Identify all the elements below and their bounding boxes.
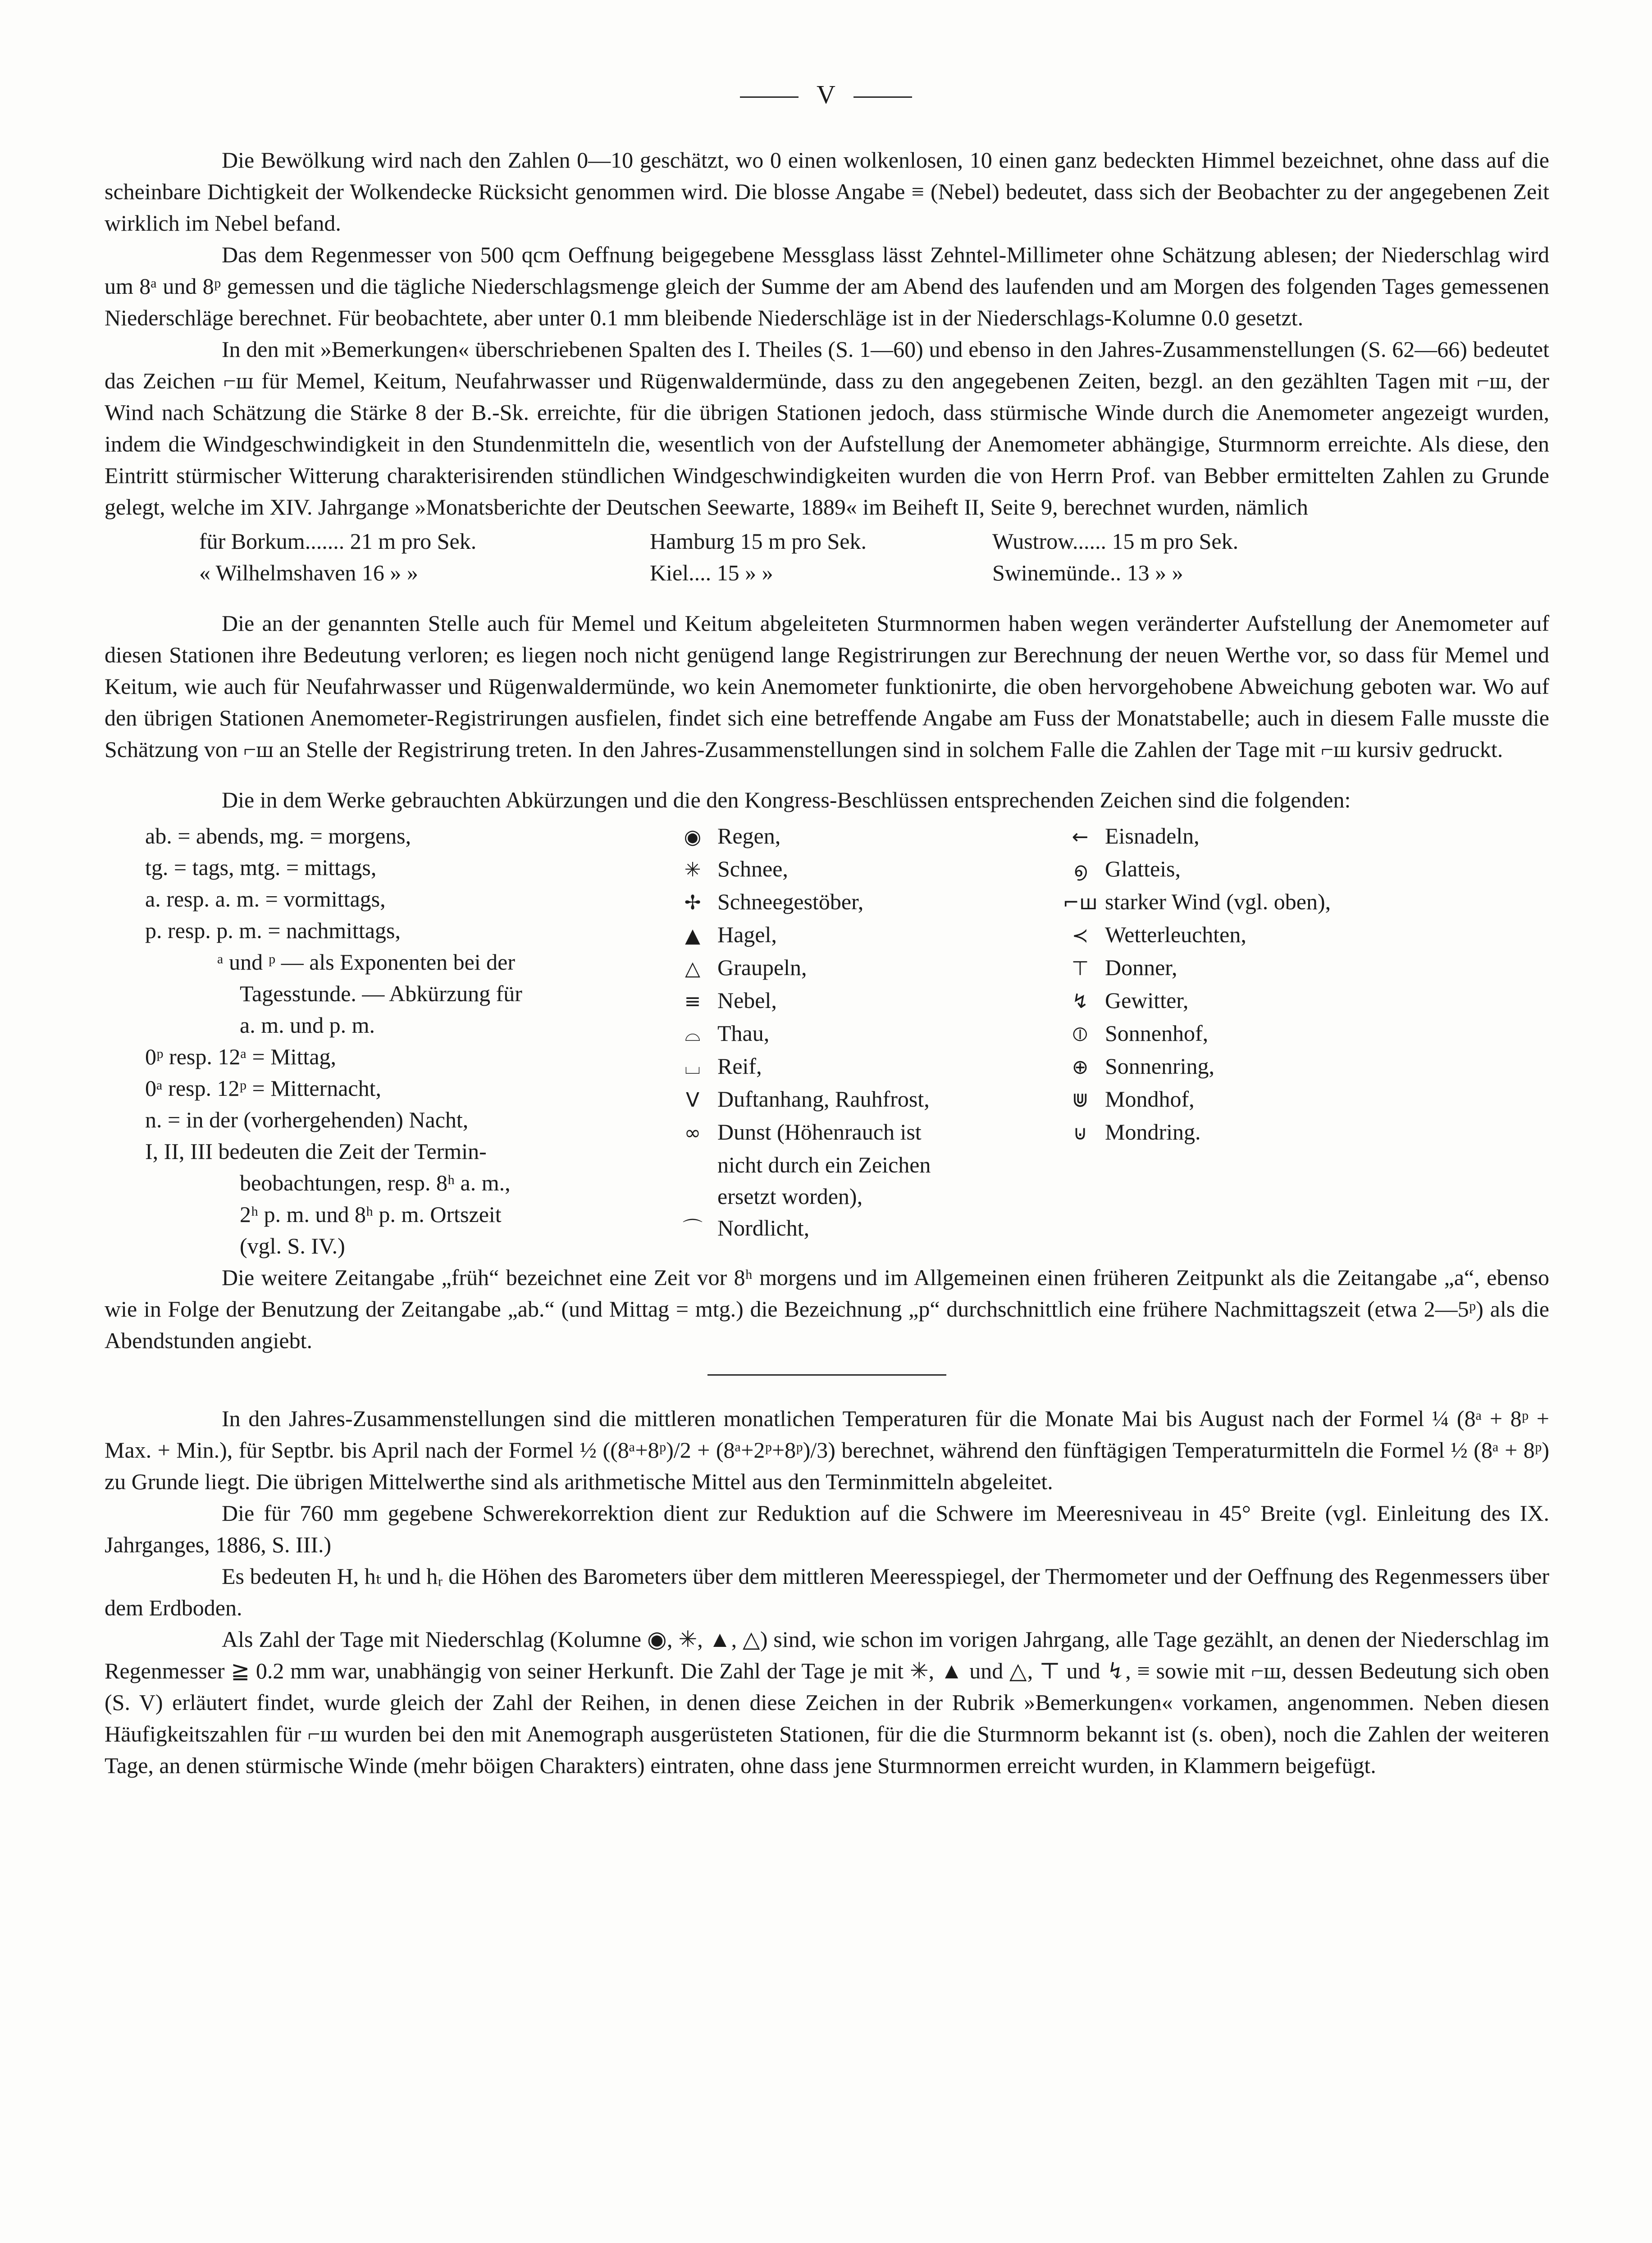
snow-icon: ✳ bbox=[684, 858, 701, 881]
paragraph-gravity-correction: Die für 760 mm gegebene Schwerekorrektion dient zur Reduktion auf die Schwere im Meeresniveau in 45° Breite (vgl. Einleitung des IX. Jahrganges, 1886, S. III.) bbox=[105, 1500, 1549, 1557]
symbol-label: Reif, bbox=[717, 1053, 762, 1079]
station-cell: Hamburg 15 m pro Sek. bbox=[650, 529, 867, 554]
glaze-icon: ൭ bbox=[1073, 858, 1087, 881]
station-cell: Wustrow...... 15 m pro Sek. bbox=[992, 529, 1239, 554]
solar-ring-icon: ⊕ bbox=[1072, 1056, 1089, 1079]
station-cell: « Wilhelmshaven 16 » » bbox=[199, 560, 418, 585]
fog-icon: ≡ bbox=[684, 990, 701, 1013]
station-cell: Kiel.... 15 » » bbox=[650, 560, 773, 585]
symbol-label: Eisnadeln, bbox=[1105, 823, 1200, 848]
aurora-icon: ⌒ bbox=[683, 1217, 703, 1240]
ice-needles-icon: ← bbox=[1072, 825, 1089, 848]
lunar-ring-icon: ⊍ bbox=[1072, 1122, 1088, 1144]
symbol-label: Sonnenring, bbox=[1105, 1053, 1215, 1079]
abbreviation-item: p. resp. p. m. = nachmittags, bbox=[145, 918, 401, 943]
abbreviation-item: 0ᵖ resp. 12ᵃ = Mittag, bbox=[145, 1044, 337, 1069]
paragraph-time-notes: Die weitere Zeitangabe „früh“ bezeichnet eine Zeit vor 8ʰ morgens und im Allgemeinen einen früheren Zeitpunkt als die Zeitangabe „a“, ebenso wie in Folge der Benutzung der Zeitangabe „ab.“ (und Mittag = mtg.) die Bezeichnung „p“ durchschnittlich eine frühere Nachmittagszeit (etwa 2—5ᵖ) als die Abendstunden angiebt. bbox=[105, 1265, 1549, 1353]
symbol-label: Graupeln, bbox=[717, 955, 807, 980]
paragraph-precipitation: Das dem Regenmesser von 500 qcm Oeffnung beigegebene Messglass lässt Zehntel-Millimeter ohne Schätzung ablesen; der Niederschlag wird um 8ᵃ und 8ᵖ gemessen und die tägliche Niederschlagsmenge gleich der Summe der am Abend des laufenden und am Morgen des folgenden Tages gemessenen Niederschläge berechnet. Für beobachtete, aber unter 0.1 mm bleibende Niederschläge ist in der Niederschlags-Kolumne 0.0 gesetzt. bbox=[105, 242, 1549, 330]
page-numeral: V bbox=[817, 80, 835, 109]
graupel-icon: △ bbox=[685, 957, 700, 980]
symbol-label: Sonnenhof, bbox=[1105, 1021, 1209, 1046]
station-cell: für Borkum....... 21 m pro Sek. bbox=[199, 529, 477, 554]
thunderstorm-icon: ↯ bbox=[1072, 990, 1089, 1013]
symbol-label: Glatteis, bbox=[1105, 856, 1181, 881]
storm-norm-table bbox=[199, 525, 1549, 588]
page-body bbox=[105, 144, 1549, 1781]
strong-wind-icon: ⌐ш bbox=[1063, 891, 1098, 914]
symbol-label: Donner, bbox=[1105, 955, 1177, 980]
abbreviation-item: n. = in der (vorhergehenden) Nacht, bbox=[145, 1107, 469, 1132]
symbol-label: Hagel, bbox=[717, 922, 777, 947]
page-header bbox=[0, 79, 1652, 110]
abbreviation-item: 2ʰ p. m. und 8ʰ p. m. Ortszeit bbox=[240, 1202, 502, 1227]
symbol-label: Wetterleuchten, bbox=[1105, 922, 1246, 947]
paragraph-cloudiness: Die Bewölkung wird nach den Zahlen 0—10 geschätzt, wo 0 einen wolkenlosen, 10 einen ganz bedeckten Himmel bezeichnet, ohne dass auf die scheinbare Dichtigkeit der Wolkendecke Rücksicht genommen wird. Die blosse Angabe ≡ (Nebel) bedeutet, dass sich der Beobachter zu der angegebenen Zeit wirklich im Nebel befand. bbox=[105, 147, 1549, 236]
paragraph-precipitation-days: Als Zahl der Tage mit Niederschlag (Kolumne ◉, ✳, ▲, △) sind, wie schon im vorigen Jahrgang, alle Tage gezählt, an denen der Niederschlag im Regenmesser ≧ 0.2 mm war, unabhängig von seiner Herkunft. Die Zahl der Tage je mit ✳, ▲ und △, ⊤ und ↯, ≡ sowie mit ⌐ш, dessen Bedeutung sich oben (S. V) erläutert findet, wurde gleich der Zahl der Reihen, in denen diese Zeichen in der Rubrik »Bemerkungen« vorkamen, angenommen. Neben diesen Häufigkeitszahlen für ⌐ш wurden bei den mit Anemograph ausgerüsteten Stationen, für die die Sturmnorm bekannt ist (s. oben), noch die Zahlen der weiteren Tage, an denen stürmische Winde (mehr böigen Charakters) eintraten, ohne dass jene Sturmnormen erreicht wurden, in Klammern beigefügt. bbox=[105, 1627, 1549, 1778]
section-divider bbox=[707, 1374, 946, 1376]
abbreviation-item: (vgl. S. IV.) bbox=[240, 1233, 345, 1258]
symbol-column-right bbox=[1055, 820, 1551, 1262]
header-rule-right bbox=[853, 96, 912, 98]
symbol-label: Regen, bbox=[717, 823, 781, 848]
abbreviation-item: 0ᵃ resp. 12ᵖ = Mitternacht, bbox=[145, 1076, 381, 1101]
hoarfrost-icon: ⌴ bbox=[685, 1056, 701, 1079]
symbol-label: Thau, bbox=[717, 1021, 770, 1046]
solar-halo-icon: ⦶ bbox=[1073, 1023, 1087, 1046]
symbol-label: ersetzt worden), bbox=[717, 1184, 863, 1209]
abbreviation-item: ᵃ und ᵖ — als Exponenten bei der bbox=[217, 949, 516, 975]
symbol-label: Duftanhang, Rauhfrost, bbox=[717, 1086, 930, 1112]
paragraph-abbreviations-intro: Die in dem Werke gebrauchten Abkürzungen und die den Kongress-Beschlüssen entsprechenden Zeichen sind die folgenden: bbox=[222, 787, 1351, 812]
symbol-label: Mondring. bbox=[1105, 1119, 1201, 1144]
symbol-label: Nordlicht, bbox=[717, 1215, 810, 1240]
symbol-label: Dunst (Höhenrauch ist bbox=[717, 1119, 922, 1144]
snowdrift-icon: ✢ bbox=[684, 891, 701, 914]
abbreviation-item: Tagesstunde. — Abkürzung für bbox=[240, 981, 522, 1006]
header-rule-left bbox=[740, 96, 799, 98]
paragraph-remarks: In den mit »Bemerkungen« überschriebenen Spalten des I. Theiles (S. 1—60) und ebenso in den Jahres-Zusammenstellungen (S. 62—66) bedeutet das Zeichen ⌐ш für Memel, Keitum, Neufahrwasser und Rügenwaldermünde, dass zu den angegebenen Zeiten, bezgl. an den gezählten Tagen mit ⌐ш, der Wind nach Schätzung die Stärke 8 der B.-Sk. erreichte, für die übrigen Stationen jedoch, dass stürmische Winde durch die Anemometer angezeigt wurden, indem die Windgeschwindigkeit in den Stundenmitteln die, wesentlich von der Aufstellung der Anemometer abhängige, Sturmnorm erreichte. Als diese, den Eintritt stürmischer Witterung charakterisirenden stündlichen Windgeschwindigkeiten wurden die von Herrn Prof. van Bebber ermittelten Zahlen zu Grunde gelegt, welche im XIV. Jahrgange »Monatsberichte der Deutschen Seewarte, 1889« im Beiheft II, Seite 9, berechnet wurden, nämlich bbox=[105, 337, 1549, 520]
rime-icon: V bbox=[685, 1089, 700, 1112]
rain-icon: ◉ bbox=[684, 825, 702, 848]
symbol-column-middle bbox=[668, 820, 1055, 1262]
paragraph-heights: Es bedeuten H, hₜ und hᵣ die Höhen des Barometers über dem mittleren Meeresspiegel, der Thermometer und der Oeffnung des Regenmessers über dem Erdboden. bbox=[105, 1564, 1549, 1620]
abbreviation-item: I, II, III bedeuten die Zeit der Termin- bbox=[145, 1139, 487, 1164]
symbol-label: Schnee, bbox=[717, 856, 788, 881]
lunar-halo-icon: ⋓ bbox=[1072, 1089, 1089, 1112]
lightning-icon: ≺ bbox=[1072, 924, 1089, 947]
haze-icon: ∞ bbox=[684, 1122, 701, 1144]
hail-icon: ▲ bbox=[685, 924, 700, 947]
symbol-label: nicht durch ein Zeichen bbox=[717, 1152, 931, 1177]
symbol-label: Mondhof, bbox=[1105, 1086, 1195, 1112]
station-cell: Swinemünde.. 13 » » bbox=[992, 560, 1183, 585]
abbreviation-item: a. m. und p. m. bbox=[240, 1012, 375, 1038]
symbol-label: starker Wind (vgl. oben), bbox=[1105, 889, 1331, 914]
abbreviation-item: tg. = tags, mtg. = mittags, bbox=[145, 855, 377, 880]
abbreviation-item: beobachtungen, resp. 8ʰ a. m., bbox=[240, 1170, 511, 1195]
abbreviation-column-left bbox=[145, 820, 668, 1262]
symbol-label: Schneegestöber, bbox=[717, 889, 864, 914]
abbreviation-legend bbox=[145, 820, 1549, 1262]
symbol-label: Gewitter, bbox=[1105, 988, 1189, 1013]
abbreviation-item: ab. = abends, mg. = morgens, bbox=[145, 823, 411, 848]
paragraph-annual-temperatures: In den Jahres-Zusammenstellungen sind die mittleren monatlichen Temperaturen für die Monate Mai bis August nach der Formel ¼ (8ᵃ + 8ᵖ + Max. + Min.), für Septbr. bis April nach der Formel ½ ((8ᵃ+8ᵖ)/2 + (8ᵃ+2ᵖ+8ᵖ)/3) berechnet, während den fünftägigen Temperaturmitteln die Formel ½ (8ᵃ + 8ᵖ) zu Grunde liegt. Die übrigen Mittelwerthe sind als arithmetische Mittel aus den Terminmitteln abgeleitet. bbox=[105, 1406, 1549, 1494]
abbreviation-item: a. resp. a. m. = vormittags, bbox=[145, 886, 386, 912]
thunder-icon: ⊤ bbox=[1071, 957, 1089, 980]
dew-icon: ⌓ bbox=[685, 1023, 701, 1046]
symbol-label: Nebel, bbox=[717, 988, 777, 1013]
paragraph-anemometer: Die an der genannten Stelle auch für Memel und Keitum abgeleiteten Sturmnormen haben wegen veränderter Aufstellung der Anemometer auf diesen Stationen ihre Bedeutung verloren; es liegen noch nicht genügend lange Registrirungen zur Berechnung der neuen Werthe vor, so dass für Memel und Keitum, wie auch für Neufahrwasser und Rügenwaldermünde, wo kein Anemometer funktionirte, die oben hervorgehobene Abweichung geboten war. Wo auf den übrigen Stationen Anemometer-Registrirungen ausfielen, findet sich eine betreffende Angabe am Fuss der Monatstabelle; auch in diesem Falle musste die Schätzung von ⌐ш an Stelle der Registrirung treten. In den Jahres-Zusammenstellungen sind in solchem Falle die Zahlen der Tage mit ⌐ш kursiv gedruckt. bbox=[105, 611, 1549, 762]
